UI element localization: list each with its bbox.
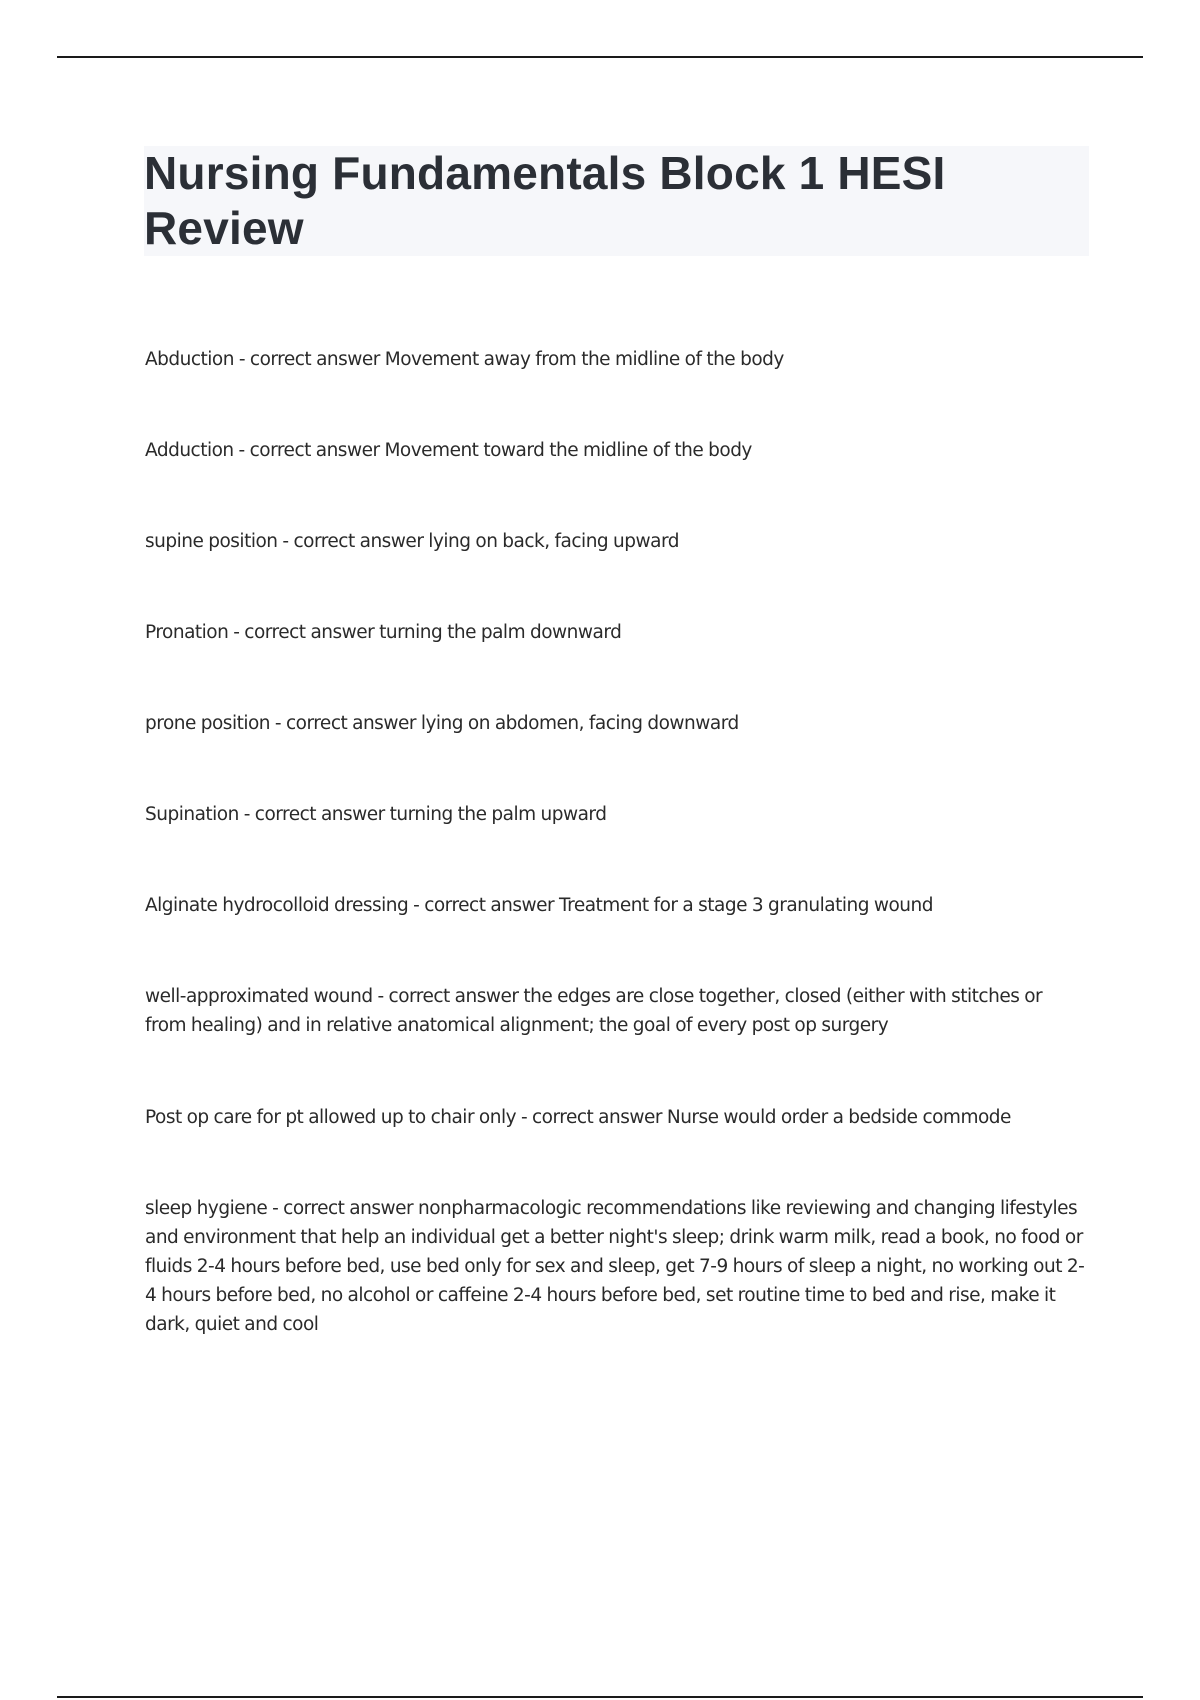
bottom-rule [57, 1696, 1143, 1698]
title-banner [144, 146, 1089, 256]
qa-item-supination: Supination - correct answer turning the palm upward [145, 804, 607, 825]
qa-item-supine-position: supine position - correct answer lying on back, facing upward [145, 531, 680, 552]
qa-item-sleep-hygiene: sleep hygiene - correct answer nonpharmacologic recommendations like reviewing and changing lifestyles and environment that help an individual get a better night's sleep; drink warm milk, read a book, no food or fluids 2-4 hours before bed, use bed only for sex and sleep, get 7-9 hours of sleep a night, no working out 2-4 hours before bed, no alcohol or caffeine 2-4 hours before bed, set routine time to bed and rise, make it dark, quiet and cool [145, 1198, 1085, 1335]
top-rule [57, 56, 1143, 58]
qa-item-prone-position: prone position - correct answer lying on abdomen, facing downward [145, 713, 739, 734]
qa-item-abduction: Abduction - correct answer Movement away from the midline of the body [145, 349, 784, 370]
page-title: Nursing Fundamentals Block 1 HESI Review [144, 147, 946, 254]
qa-item-well-approximated-wound: well-approximated wound - correct answer the edges are close together, closed (either with stitches or from healing) and in relative anatomical alignment; the goal of every post op surgery [145, 986, 1043, 1036]
qa-item-pronation: Pronation - correct answer turning the palm downward [145, 622, 622, 643]
qa-item-adduction: Adduction - correct answer Movement toward the midline of the body [145, 440, 752, 461]
qa-item-post-op-care: Post op care for pt allowed up to chair only - correct answer Nurse would order a bedside commode [145, 1107, 1011, 1128]
qa-item-alginate-dressing: Alginate hydrocolloid dressing - correct answer Treatment for a stage 3 granulating wound [145, 895, 933, 916]
